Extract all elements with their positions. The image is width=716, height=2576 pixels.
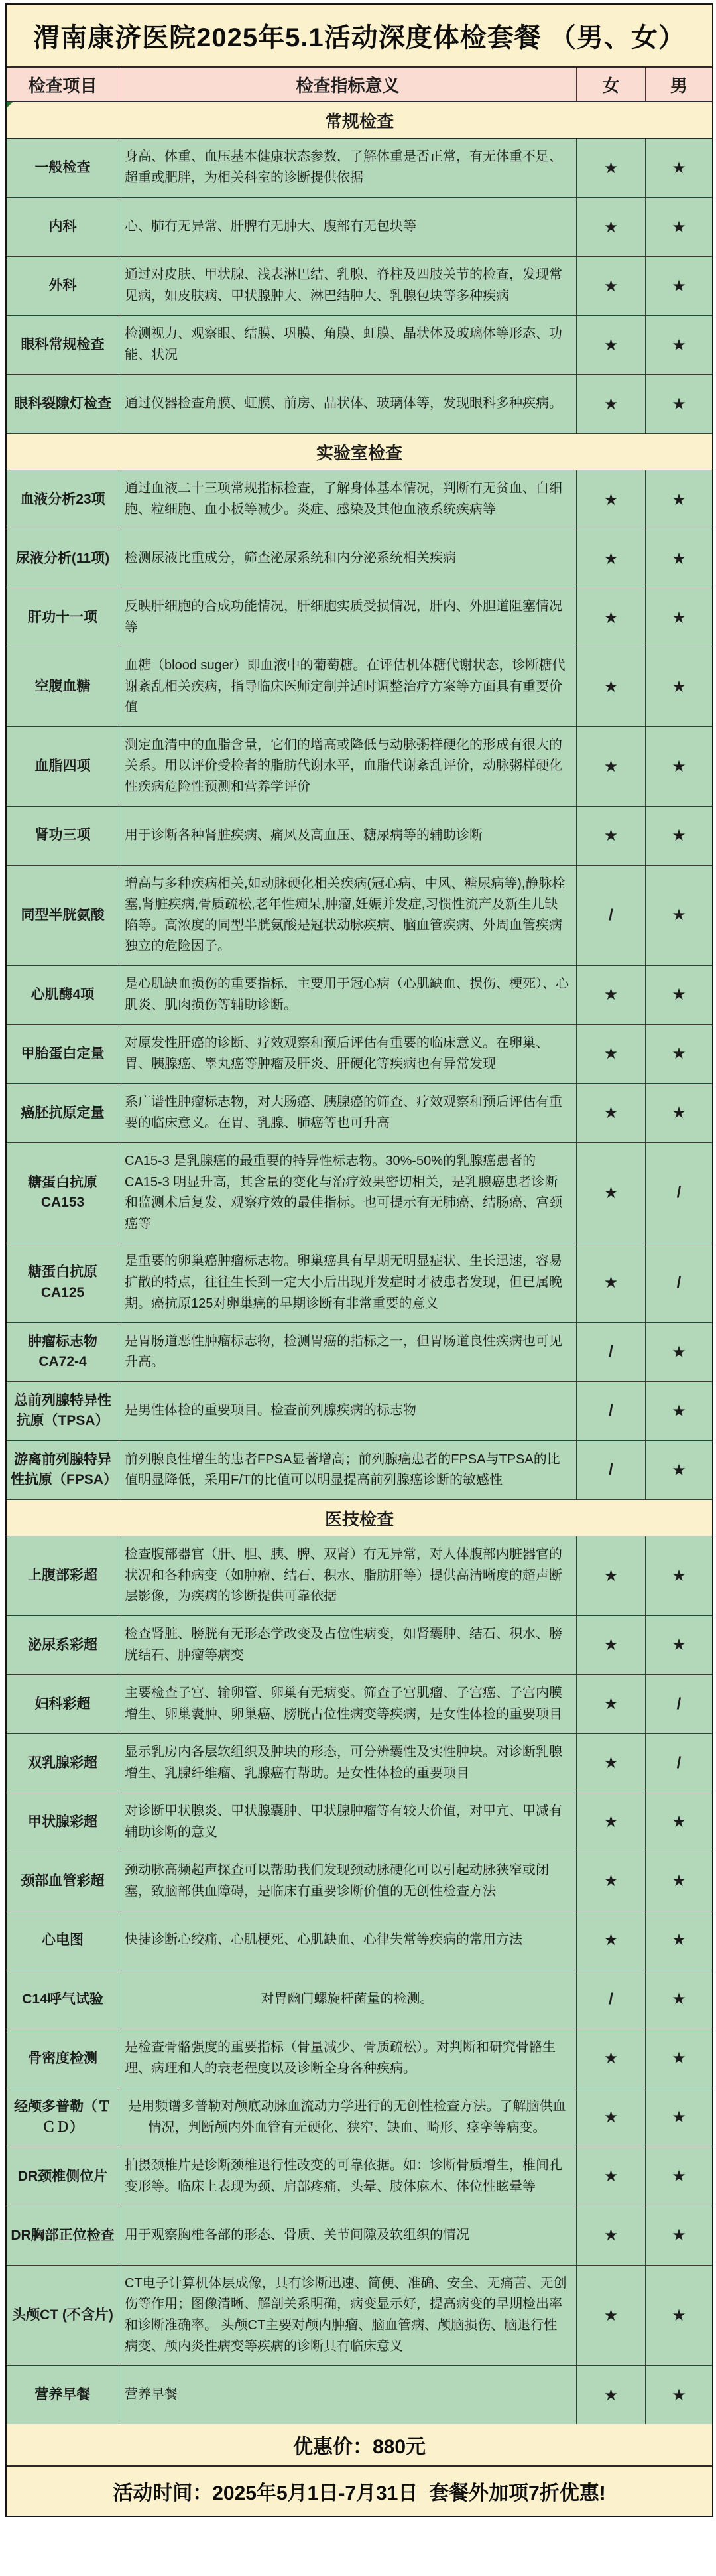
male-mark-cell: ★ bbox=[672, 986, 686, 1004]
item-name-cell: 妇科彩超 bbox=[7, 1675, 119, 1733]
female-mark-cell: ★ bbox=[577, 198, 646, 256]
item-meaning-cell: 检查肾脏、膀胱有无形态学改变及占位性病变，如肾囊肿、结石、积水、膀胱结石、肿瘤等病变 bbox=[119, 1616, 577, 1674]
female-mark-cell: ★ bbox=[577, 1734, 646, 1793]
item-name-cell: DR胸部正位检查 bbox=[7, 2206, 119, 2265]
table-row bbox=[7, 1970, 712, 2029]
female-mark-cell: ★ bbox=[577, 529, 646, 588]
cell-corner-artifact bbox=[7, 102, 13, 108]
item-name-cell: 骨密度检测 bbox=[7, 2029, 119, 2088]
item-name-cell: 上腹部彩超 bbox=[7, 1536, 119, 1615]
female-mark-cell: / bbox=[577, 1970, 646, 2029]
item-meaning-cell: 快捷诊断心绞痛、心肌梗死、心肌缺血、心律失常等疾病的常用方法 bbox=[119, 1911, 577, 1970]
male-mark-cell: ★ bbox=[672, 2167, 686, 2186]
table-row bbox=[7, 2366, 712, 2424]
female-mark-cell: / bbox=[577, 866, 646, 965]
male-mark-cell: ★ bbox=[672, 1931, 686, 1950]
male-mark-cell: ★ bbox=[672, 1343, 686, 1361]
female-mark-cell: ★ bbox=[577, 316, 646, 374]
item-meaning-cell: 是男性体检的重要项目。检查前列腺疾病的标志物 bbox=[119, 1382, 577, 1440]
section-header: 实验室检查 bbox=[7, 434, 712, 470]
table-row bbox=[7, 1441, 712, 1500]
male-mark-cell: ★ bbox=[672, 906, 686, 925]
table-row bbox=[7, 1084, 712, 1143]
item-name-cell: 甲状腺彩超 bbox=[7, 1793, 119, 1852]
table-row bbox=[7, 529, 712, 588]
item-name-cell: 外科 bbox=[7, 257, 119, 315]
item-name-cell: 营养早餐 bbox=[7, 2366, 119, 2424]
table-header-row bbox=[7, 68, 712, 102]
female-mark-cell: / bbox=[577, 1323, 646, 1381]
item-meaning-cell: 显示乳房内各层软组织及肿块的形态，可分辨囊性及实性肿块。对诊断乳腺增生、乳腺纤维瘤、乳腺癌有帮助。是女性体检的重要项目 bbox=[119, 1734, 577, 1793]
item-name-cell: 血脂四项 bbox=[7, 727, 119, 806]
male-mark-cell: / bbox=[676, 1184, 682, 1202]
item-name-cell: 肝功十一项 bbox=[7, 588, 119, 647]
male-mark-cell: ★ bbox=[672, 549, 686, 568]
male-mark-cell: ★ bbox=[672, 677, 686, 696]
item-name-cell: 肿瘤标志物CA72-4 bbox=[7, 1323, 119, 1381]
female-mark-cell: ★ bbox=[577, 807, 646, 865]
table-row bbox=[7, 1143, 712, 1243]
table-row bbox=[7, 316, 712, 375]
male-mark-cell: ★ bbox=[672, 2049, 686, 2068]
male-mark-cell: ★ bbox=[672, 1813, 686, 1832]
male-mark-cell: ★ bbox=[672, 1461, 686, 1479]
item-name-cell: DR颈椎侧位片 bbox=[7, 2147, 119, 2206]
item-name-cell: 眼科裂隙灯检查 bbox=[7, 375, 119, 433]
item-meaning-cell: 系广谱性肿瘤标志物，对大肠癌、胰腺癌的筛查、疗效观察和预后评估有重要的临床意义。在胃、乳腺、肺癌等也可升高 bbox=[119, 1084, 577, 1142]
item-meaning-cell: 通过对皮肤、甲状腺、浅表淋巴结、乳腺、脊柱及四肢关节的检查，发现常见病，如皮肤病、甲状腺肿大、淋巴结肿大、乳腺包块等多种疾病 bbox=[119, 257, 577, 315]
table-row bbox=[7, 1025, 712, 1084]
item-meaning-cell: 用于观察胸椎各部的形态、骨质、关节间隙及软组织的情况 bbox=[119, 2206, 577, 2265]
table-row bbox=[7, 1323, 712, 1382]
table-row bbox=[7, 807, 712, 866]
female-mark-cell: ★ bbox=[577, 2366, 646, 2424]
item-meaning-cell: 反映肝细胞的合成功能情况，肝细胞实质受损情况，肝内、外胆道阻塞情况等 bbox=[119, 588, 577, 647]
item-meaning-cell: 是心肌缺血损伤的重要指标，主要用于冠心病（心肌缺血、损伤、梗死）、心肌炎、肌肉损伤等辅助诊断。 bbox=[119, 966, 577, 1024]
table-row bbox=[7, 139, 712, 198]
table-row bbox=[7, 375, 712, 434]
item-name-cell: 糖蛋白抗原CA153 bbox=[7, 1143, 119, 1243]
male-mark-cell: ★ bbox=[672, 1636, 686, 1655]
male-mark-cell: ★ bbox=[672, 395, 686, 413]
item-name-cell: 癌胚抗原定量 bbox=[7, 1084, 119, 1142]
female-mark-cell: ★ bbox=[577, 139, 646, 197]
item-name-cell: 空腹血糖 bbox=[7, 647, 119, 726]
male-mark-cell: ★ bbox=[672, 1104, 686, 1122]
item-meaning-cell: 检测视力、观察眼、结膜、巩膜、角膜、虹膜、晶状体及玻璃体等形态、功能、状况 bbox=[119, 316, 577, 374]
male-mark-cell: / bbox=[676, 1273, 682, 1292]
table-row bbox=[7, 727, 712, 807]
female-mark-cell: ★ bbox=[577, 470, 646, 529]
table-row bbox=[7, 198, 712, 257]
item-name-cell: 血液分析23项 bbox=[7, 470, 119, 529]
item-meaning-cell: 主要检查子宫、输卵管、卵巢有无病变。筛查子宫肌瘤、子宫癌、子宫内膜增生、卵巢囊肿、卵巢癌、膀胱占位性病变等疾病，是女性体检的重要项目 bbox=[119, 1675, 577, 1733]
female-mark-cell: ★ bbox=[577, 375, 646, 433]
table-row bbox=[7, 257, 712, 316]
female-mark-cell: ★ bbox=[577, 2206, 646, 2265]
item-meaning-cell: 通过仪器检查角膜、虹膜、前房、晶状体、玻璃体等，发现眼科多种疾病。 bbox=[119, 375, 577, 433]
item-meaning-cell: 身高、体重、血压基本健康状态参数，了解体重是否正常，有无体重不足、超重或肥胖，为相关科室的诊断提供依据 bbox=[119, 139, 577, 197]
section-header: 常规检查 bbox=[7, 102, 712, 139]
item-name-cell: 肾功三项 bbox=[7, 807, 119, 865]
table-row bbox=[7, 1734, 712, 1793]
male-mark-cell: ★ bbox=[672, 2306, 686, 2325]
page-title: 渭南康济医院2025年5.1活动深度体检套餐 （男、女） bbox=[7, 5, 712, 68]
female-mark-cell: ★ bbox=[577, 2029, 646, 2088]
male-mark-cell: ★ bbox=[672, 490, 686, 509]
item-name-cell: 同型半胱氨酸 bbox=[7, 866, 119, 965]
table-row bbox=[7, 1911, 712, 1970]
item-name-cell: 糖蛋白抗原CA125 bbox=[7, 1243, 119, 1322]
item-name-cell: 内科 bbox=[7, 198, 119, 256]
table-row bbox=[7, 1616, 712, 1675]
item-meaning-cell: 检测尿液比重成分，筛查泌尿系统和内分泌系统相关疾病 bbox=[119, 529, 577, 588]
female-mark-cell: ★ bbox=[577, 1243, 646, 1322]
female-mark-cell: ★ bbox=[577, 257, 646, 315]
table-row bbox=[7, 1536, 712, 1616]
female-mark-cell: ★ bbox=[577, 647, 646, 726]
item-name-cell: 心肌酶4项 bbox=[7, 966, 119, 1024]
male-mark-cell: ★ bbox=[672, 218, 686, 236]
male-mark-cell: ★ bbox=[672, 2386, 686, 2404]
male-mark-cell: ★ bbox=[672, 2226, 686, 2245]
female-mark-cell: ★ bbox=[577, 1675, 646, 1733]
item-meaning-cell: 对诊断甲状腺炎、甲状腺囊肿、甲状腺肿瘤等有较大价值，对甲亢、甲减有辅助诊断的意义 bbox=[119, 1793, 577, 1852]
column-header-male: 男 bbox=[670, 75, 687, 96]
female-mark-cell: ★ bbox=[577, 2147, 646, 2206]
table-row bbox=[7, 470, 712, 529]
checkup-package-table bbox=[5, 3, 713, 2517]
activity-time-row: 活动时间：2025年5月1日-7月31日 套餐外加项7折优惠! bbox=[7, 2467, 712, 2516]
item-meaning-cell: 是检查骨骼强度的重要指标（骨量减少、骨质疏松）。对判断和研究骨骼生理、病理和人的衰老程度以及诊断全身各种疾病。 bbox=[119, 2029, 577, 2088]
male-mark-cell: ★ bbox=[672, 1566, 686, 1585]
table-row bbox=[7, 866, 712, 966]
female-mark-cell: ★ bbox=[577, 727, 646, 806]
item-meaning-cell: 用于诊断各种肾脏疾病、痛风及高血压、糖尿病等的辅助诊断 bbox=[119, 807, 577, 865]
item-meaning-cell: 心、肺有无异常、肝脾有无肿大、腹部有无包块等 bbox=[119, 198, 577, 256]
column-header-item: 检查项目 bbox=[7, 68, 119, 101]
item-meaning-cell: 拍摄颈椎片是诊断颈椎退行性改变的可靠依据。如：诊断骨质增生，椎间孔变形等。临床上表现为颈、肩部疼痛，头晕、肢体麻木、体位性眩晕等 bbox=[119, 2147, 577, 2206]
item-meaning-cell: 是胃肠道恶性肿瘤标志物，检测胃癌的指标之一，但胃肠道良性疾病也可见升高。 bbox=[119, 1323, 577, 1381]
table-row bbox=[7, 1675, 712, 1734]
section-header: 医技检查 bbox=[7, 1500, 712, 1536]
item-name-cell: 眼科常规检查 bbox=[7, 316, 119, 374]
female-mark-cell: ★ bbox=[577, 2088, 646, 2147]
item-meaning-cell: 是用频谱多普勒对颅底动脉血流动力学进行的无创性检查方法。了解脑供血情况，判断颅内外血管有无硬化、狭窄、缺血、畸形、痉挛等病变。 bbox=[119, 2088, 577, 2147]
male-mark-cell: ★ bbox=[672, 827, 686, 845]
male-mark-cell: ★ bbox=[672, 1872, 686, 1891]
male-mark-cell: ★ bbox=[672, 1990, 686, 2009]
item-meaning-cell: 对胃幽门螺旋杆菌量的检测。 bbox=[119, 1970, 577, 2029]
item-meaning-cell: 前列腺良性增生的患者FPSA显著增高；前列腺癌患者的FPSA与TPSA的比值明显降低，采用F/T的比值可以明显提高前列腺癌诊断的敏感性 bbox=[119, 1441, 577, 1499]
table-row bbox=[7, 2266, 712, 2366]
male-mark-cell: ★ bbox=[672, 2108, 686, 2127]
item-meaning-cell: 增高与多种疾病相关,如动脉硬化相关疾病(冠心病、中风、糖尿病等),静脉栓塞,肾脏疾病,骨质疏松,老年性痴呆,肿瘤,妊娠并发症,习惯性流产及新生儿缺陷等。高浓度的同型半胱氨酸是冠状动脉疾病、脑血管疾病、外周血管疾病独立的危险因子。 bbox=[119, 866, 577, 965]
column-header-meaning: 检查指标意义 bbox=[119, 68, 577, 101]
price-row: 优惠价：880元 bbox=[7, 2424, 712, 2467]
male-mark-cell: ★ bbox=[672, 1045, 686, 1063]
table-row bbox=[7, 1382, 712, 1441]
male-mark-cell: ★ bbox=[672, 277, 686, 295]
male-mark-cell: ★ bbox=[672, 1402, 686, 1420]
item-name-cell: 颈部血管彩超 bbox=[7, 1852, 119, 1911]
item-meaning-cell: 颈动脉高频超声探查可以帮助我们发现颈动脉硬化可以引起动脉狭窄或闭塞，致脑部供血障碍，是临床有重要诊断价值的无创性检查方法 bbox=[119, 1852, 577, 1911]
male-mark-cell: / bbox=[676, 1694, 682, 1713]
item-meaning-cell: 营养早餐 bbox=[119, 2366, 577, 2424]
item-meaning-cell: 检查腹部器官（肝、胆、胰、脾、双肾）有无异常，对人体腹部内脏器官的状况和各种病变（如肿瘤、结石、积水、脂肪肝等）提供高清晰度的超声断层影像，为疾病的诊断提供可靠依据 bbox=[119, 1536, 577, 1615]
female-mark-cell: / bbox=[577, 1382, 646, 1440]
table-body bbox=[7, 102, 712, 2424]
item-name-cell: 总前列腺特异性抗原（TPSA） bbox=[7, 1382, 119, 1440]
female-mark-cell: ★ bbox=[577, 966, 646, 1024]
table-row bbox=[7, 2147, 712, 2206]
table-row bbox=[7, 588, 712, 647]
male-mark-cell: ★ bbox=[672, 336, 686, 354]
female-mark-cell: ★ bbox=[577, 1025, 646, 1083]
column-header-female: 女 bbox=[577, 68, 646, 101]
male-mark-cell: ★ bbox=[672, 159, 686, 177]
item-name-cell: 泌尿系彩超 bbox=[7, 1616, 119, 1674]
female-mark-cell: ★ bbox=[577, 1536, 646, 1615]
item-name-cell: 经颅多普勒（ＴＣＤ） bbox=[7, 2088, 119, 2147]
table-row bbox=[7, 1852, 712, 1911]
female-mark-cell: ★ bbox=[577, 1084, 646, 1142]
male-mark-cell: ★ bbox=[672, 608, 686, 627]
table-row bbox=[7, 1793, 712, 1852]
item-meaning-cell: 血糖（blood suger）即血液中的葡萄糖。在评估机体糖代谢状态，诊断糖代谢紊乱相关疾病，指导临床医师定制并适时调整治疗方案等方面具有重要价值 bbox=[119, 647, 577, 726]
female-mark-cell: ★ bbox=[577, 1852, 646, 1911]
female-mark-cell: ★ bbox=[577, 1911, 646, 1970]
female-mark-cell: / bbox=[577, 1441, 646, 1499]
item-name-cell: C14呼气试验 bbox=[7, 1970, 119, 2029]
item-name-cell: 游离前列腺特异性抗原（FPSA） bbox=[7, 1441, 119, 1499]
table-row bbox=[7, 2029, 712, 2088]
item-name-cell: 双乳腺彩超 bbox=[7, 1734, 119, 1793]
item-name-cell: 头颅CT (不含片) bbox=[7, 2266, 119, 2365]
item-meaning-cell: 通过血液二十三项常规指标检查，了解身体基本情况，判断有无贫血、白细胞、粒细胞、血小板等减少。炎症、感染及其他血液系统疾病等 bbox=[119, 470, 577, 529]
table-row bbox=[7, 2206, 712, 2266]
male-mark-cell: ★ bbox=[672, 757, 686, 776]
item-name-cell: 甲胎蛋白定量 bbox=[7, 1025, 119, 1083]
item-meaning-cell: CT电子计算机体层成像，具有诊断迅速、简便、准确、安全、无痛苦、无创伤等作用；图像清晰、解剖关系明确，病变显示好，提高病变的早期检出率和诊断准确率。 头颅CT主要对颅内肿瘤、脑血管病、颅脑损伤、脑退行性病变、颅内炎性病变等疾病的诊断具有临床意义 bbox=[119, 2266, 577, 2365]
female-mark-cell: ★ bbox=[577, 1143, 646, 1243]
table-row bbox=[7, 647, 712, 727]
item-meaning-cell: CA15-3 是乳腺癌的最重要的特异性标志物。30%-50%的乳腺癌患者的CA15-3 明显升高，其含量的变化与治疗效果密切相关，是乳腺癌患者诊断和监测术后复发、观察疗效的最佳指标。也可提示有无肺癌、结肠癌、宫颈癌等 bbox=[119, 1143, 577, 1243]
table-row bbox=[7, 1243, 712, 1323]
female-mark-cell: ★ bbox=[577, 2266, 646, 2365]
item-name-cell: 尿液分析(11项) bbox=[7, 529, 119, 588]
item-meaning-cell: 测定血清中的血脂含量，它们的增高或降低与动脉粥样硬化的形成有很大的关系。用以评价受检者的脂肪代谢水平，血脂代谢紊乱评价，动脉粥样硬化性疾病危险性预测和营养学评价 bbox=[119, 727, 577, 806]
item-meaning-cell: 是重要的卵巢癌肿瘤标志物。卵巢癌具有早期无明显症状、生长迅速，容易扩散的特点，往往生长到一定大小后出现并发症时才被患者发现，但已属晚期。癌抗原125对卵巢癌的早期诊断有非常重要的意义 bbox=[119, 1243, 577, 1322]
female-mark-cell: ★ bbox=[577, 588, 646, 647]
item-name-cell: 心电图 bbox=[7, 1911, 119, 1970]
female-mark-cell: ★ bbox=[577, 1793, 646, 1852]
table-row bbox=[7, 966, 712, 1025]
item-meaning-cell: 对原发性肝癌的诊断、疗效观察和预后评估有重要的临床意义。在卵巢、胃、胰腺癌、睾丸癌等肿瘤及肝炎、肝硬化等疾病也有异常发现 bbox=[119, 1025, 577, 1083]
female-mark-cell: ★ bbox=[577, 1616, 646, 1674]
male-mark-cell: / bbox=[676, 1753, 682, 1772]
table-row bbox=[7, 2088, 712, 2147]
item-name-cell: 一般检查 bbox=[7, 139, 119, 197]
